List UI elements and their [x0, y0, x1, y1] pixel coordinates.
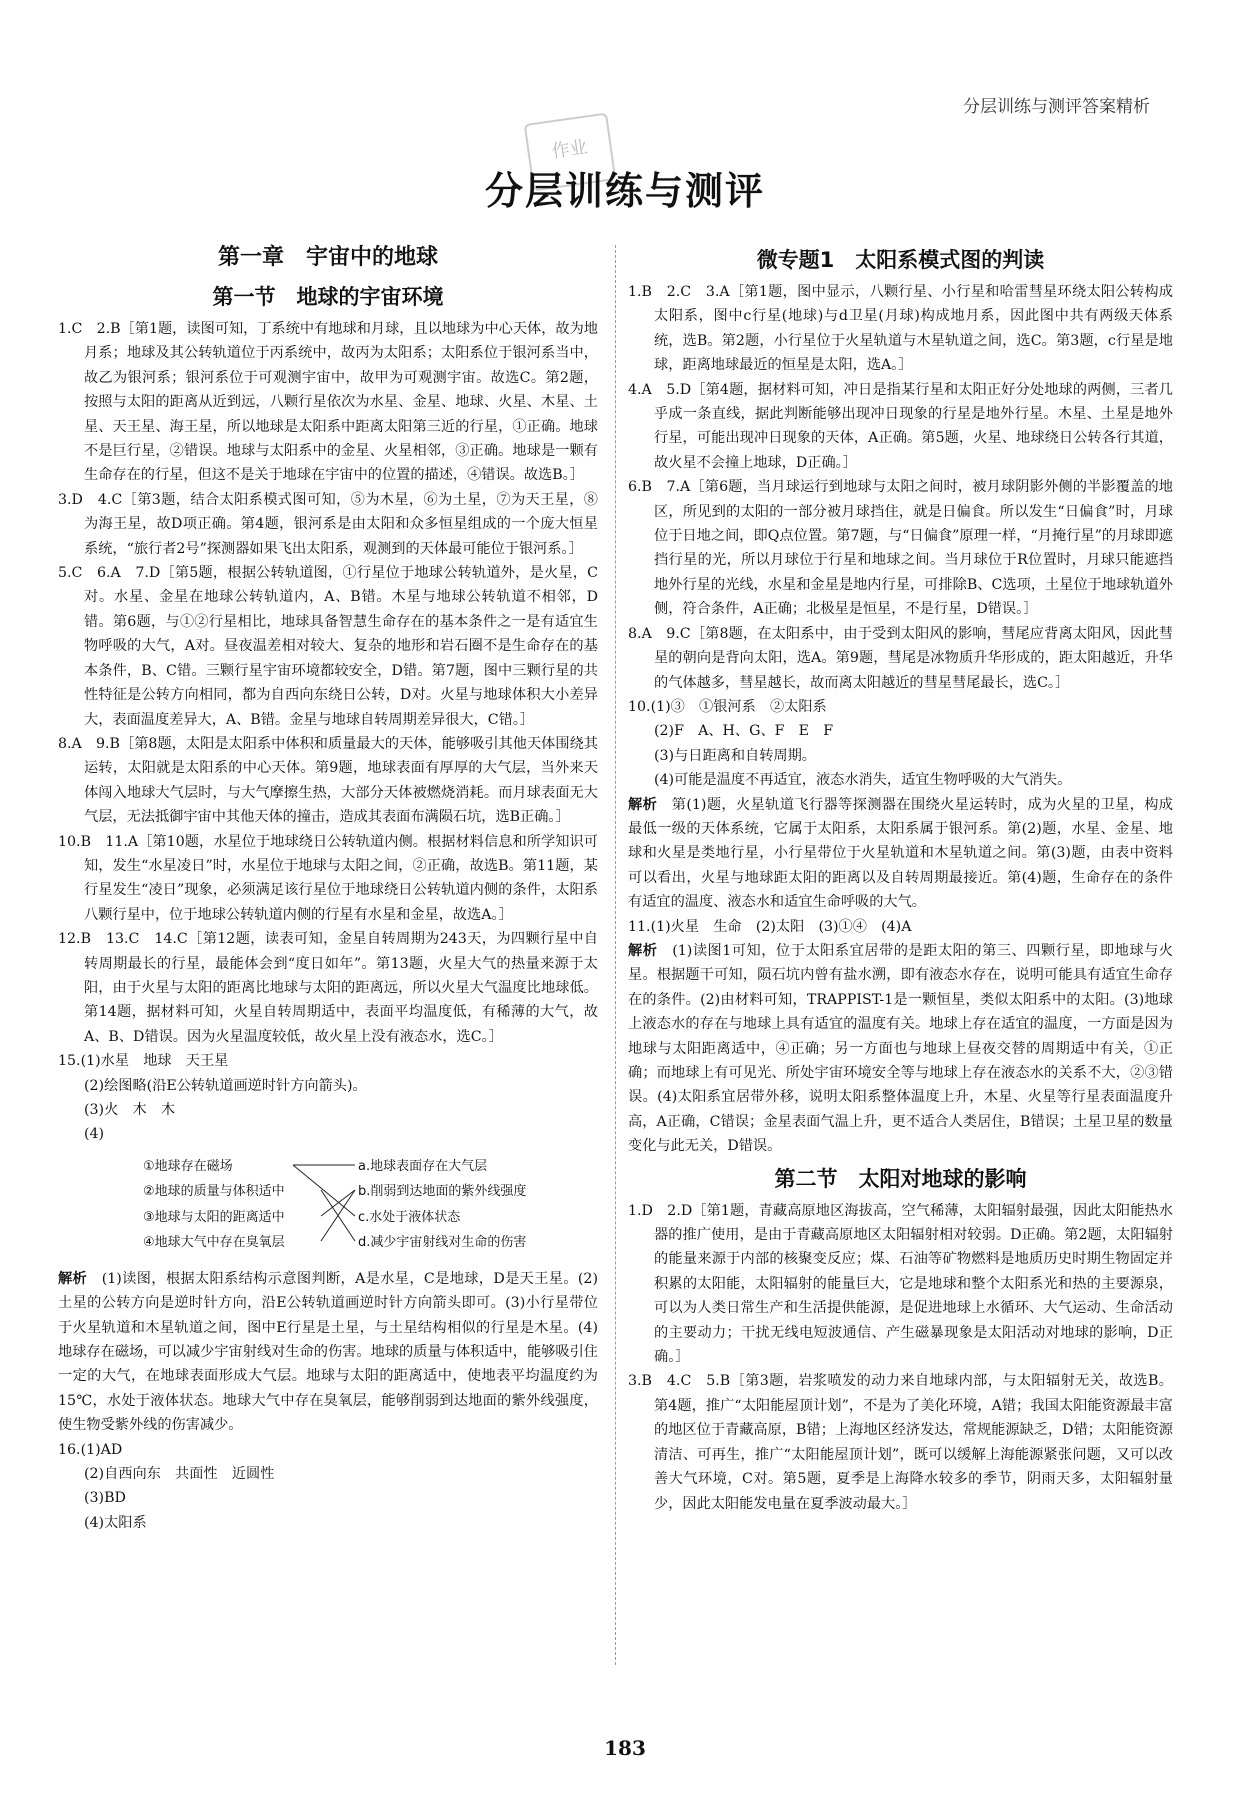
answer-block: 8.A 9.B［第8题，太阳是太阳系中体积和质量最大的天体，能够吸引其他天体围绕其运转，太阳就是太阳系的中心天体。第9题，地球表面有厚厚的大气层，当外来天体闯入地球大气层时，与大气摩擦生热，大部分天体被燃烧消耗。而月球表面无大气层，无法抵御宇宙中其他天体的撞击，造成其表面布满陨石坑，选B正确。］: [58, 735, 598, 826]
diagram-left-item: ④地球大气中存在臭氧层: [143, 1234, 285, 1250]
matching-diagram: [143, 1153, 563, 1261]
answer-line: 10.(1)③ ①银河系 ②太阳系: [628, 698, 827, 715]
answer-line: (2)自西向东 共面性 近圆性: [84, 1466, 275, 1483]
answer-block: 1.B 2.C 3.A［第1题，图中显示，八颗行星、小行星和哈雷彗星环绕太阳公转构成太阳系，图中c行星(地球)与d卫星(月球)构成地月系，因此图中共有两级天体系统，选B。第2题，小行星位于火星轨道与木星轨道之间，选C。第3题，c行星是地球，距离地球最近的恒星是太阳，选A。］: [628, 284, 1173, 374]
section-heading: 微专题1 太阳系模式图的判读: [756, 248, 1045, 272]
diagram-right-item: d.减少宇宙射线对生命的伤害: [358, 1234, 527, 1250]
answer-block: 6.B 7.A［第6题，当月球运行到地球与太阳之间时，被月球阴影外侧的半影覆盖的地区，所见到的太阳的一部分被月球挡住，就是日偏食。所以发生“日偏食”时，月球位于日地之间，即Q点位置。第7题，与“日偏食”原理一样，“月掩行星”的月球即遮挡行星的光，所以月球位于行星和地球之间。当月球位于R位置时，月球只能遮挡地外行星的光线，水星和金星是地内行星，可排除B、C选项，土星位于地球轨道外侧，符合条件，A正确；北极星是恒星，不是行星，D错误。］: [628, 479, 1173, 618]
answer-line: 16.(1)AD: [58, 1441, 123, 1458]
analysis-text: 第(1)题，火星轨道飞行器等探测器在围绕火星运转时，成为火星的卫星，构成最低一级的天体系统，它属于太阳系，太阳系属于银河系。第(2)题，水星、金星、地球和火星是类地行星，小行星带位于火星轨道和木星轨道之间。第(3)题，由表中资料可以看出，火星与地球距太阳的距离以及自转周期最接近。第(4)题，生命存在的条件有适宜的温度、液态水和适宜生命呼吸的大气。: [628, 796, 1173, 911]
answer-block: 12.B 13.C 14.C［第12题，读表可知，金星自转周期为243天，为四颗行星中自转周期最长的行星，最能体会到“度日如年”。第13题，火星大气的热量来源于太阳，由于火星与太阳的距离比地球与太阳的距离远，所以火星大气温度比地球低。第14题，据材料可知，火星自转周期适中，表面平均温度低，有稀薄的大气，故A、B、D错误。因为火星温度较低，故火星上没有液态水，选C。］: [58, 931, 598, 1045]
answer-line: (2)绘图略(沿E公转轨道画逆时针方向箭头)。: [84, 1077, 367, 1094]
section-heading: 第一节 地球的宇宙环境: [212, 285, 444, 309]
column-divider: [615, 245, 616, 1665]
diagram-left-item: ③地球与太阳的距离适中: [143, 1209, 285, 1225]
answer-block: 10.B 11.A［第10题，水星位于地球绕日公转轨道内侧。根据材料信息和所学知识可知，发生“水星凌日”时，水星位于地球与太阳之间，②正确，故选B。第11题，某行星发生“凌日”现象，必须满足该行星位于地球绕日公转轨道内侧的条件，太阳系八颗行星中，位于地球公转轨道内侧的行星有水星和金星，故选A。］: [58, 833, 598, 923]
diagram-right-item: b.削弱到达地面的紫外线强度: [358, 1183, 527, 1199]
answer-line: (2)F A、H、G、F E F: [654, 723, 834, 740]
answer-line: (4)太阳系: [84, 1514, 147, 1531]
answer-block: 1.C 2.B［第1题，读图可知，丁系统中有地球和月球，且以地球为中心天体，故为地月系；地球及其公转轨道位于丙系统中，故丙为太阳系；太阳系位于银河系当中，故乙为银河系；银河系位于可观测宇宙中，故甲为可观测宇宙。故选C。第2题，按照与太阳的距离从近到远，八颗行星依次为水星、金星、地球、火星、木星、土星、天王星、海王星，所以地球是太阳系中距离太阳第三近的行星，①正确。地球不是巨行星，②错误。地球与太阳系中的金星、火星相邻，③正确。地球是一颗有生命存在的行星，但这不是关于地球在宇宙中的位置的描述，④错误。故选B。］: [58, 321, 598, 484]
analysis-text: (1)读图，根据太阳系结构示意图判断，A是水星，C是地球，D是天王星。(2)土星的公转方向是逆时针方向，沿E公转轨道画逆时针方向箭头即可。(3)小行星带位于火星轨道和木星轨道之间，图中E行星是土星，与土星结构相似的行星是木星。(4)地球存在磁场，可以减少宇宙射线对生命的伤害。地球的质量与体积适中，能够吸引住一定的大气，在地球表面形成大气层。地球与太阳的距离适中，使地表平均温度约为15℃，水处于液体状态。地球大气中存在臭氧层，能够削弱到达地面的紫外线强度，使生物受紫外线的伤害减少。: [58, 1270, 598, 1434]
analysis-label: 解析: [58, 1270, 88, 1287]
answer-block: 4.A 5.D［第4题，据材料可知，冲日是指某行星和太阳正好分处地球的两侧，三者几乎成一条直线，据此判断能够出现冲日现象的行星是地外行星。木星、土星是地外行星，可能出现冲日现象的天体，A正确。第5题，火星、地球绕日公转各行其道，故火星不会撞上地球，D正确。］: [628, 381, 1173, 471]
right-column: [628, 240, 1173, 1516]
diagram-right-item: a.地球表面存在大气层: [358, 1158, 488, 1174]
diagram-right-item: c.水处于液体状态: [358, 1209, 461, 1225]
answer-block: 3.B 4.C 5.B［第3题，岩浆喷发的动力来自地球内部，与太阳辐射无关，故选B。第4题，推广“太阳能屋顶计划”，不是为了美化环境，A错；我国太阳能资源最丰富的地区位于青藏高原，B错；上海地区经济发达，常规能源缺乏，D错；太阳能资源清洁、可再生，推广“太阳能屋顶计划”，既可以缓解上海能源紧张问题，又可以改善大气环境，C对。第5题，夏季是上海降水较多的季节，阴雨天多，太阳辐射量少，因此太阳能发电量在夏季波动最大。］: [628, 1373, 1173, 1512]
section-heading: 第二节 太阳对地球的影响: [774, 1166, 1027, 1191]
chapter-heading: 第一章 宇宙中的地球: [217, 245, 438, 270]
analysis-text: (1)读图1可知，位于太阳系宜居带的是距太阳的第三、四颗行星，即地球与火星。根据题干可知，陨石坑内曾有盐水溯，即有液态水存在，说明可能具有适宜生命存在的条件。(2)由材料可知，TRAPPIST-1是一颗恒星，类似太阳系中的太阳。(3)地球上液态水的存在与地球上具有适宜的温度有关。地球上存在适宜的温度，一方面是因为地球与太阳距离适中，④正确；另一方面也与地球上昼夜交替的周期适中有关，①正确；而地球上有可见光、所处宇宙环境安全等与地球上存在液态水的关系不大，②③错误。(4)太阳系宜居带外移，说明太阳系整体温度上升，木星、火星等行星表面温度升高，A正确，C错误；金星表面气温上升，更不适合人类居住，B错误；土星卫星的数量变化与此无关，D错误。: [628, 942, 1173, 1155]
answer-line: 15.(1)水星 地球 天王星: [58, 1053, 229, 1070]
answer-line: (4): [84, 1126, 105, 1143]
answer-line: (4)可能是温度不再适宜，液态水消失，适宜生物呼吸的大气消失。: [654, 772, 1072, 789]
answer-block: 8.A 9.C［第8题，在太阳系中，由于受到太阳风的影响，彗尾应背离太阳风，因此彗星的朝向是背向太阳，选A。第9题，彗尾是冰物质升华形成的，距太阳越近，升华的气体越多，彗星越长，故而离太阳越近的彗星彗尾最长，选C。］: [628, 625, 1173, 691]
answer-line: (3)BD: [84, 1490, 126, 1507]
answer-block: 5.C 6.A 7.D［第5题，根据公转轨道图，①行星位于地球公转轨道外，是火星，C对。水星、金星在地球公转轨道内，A、B错。木星与地球公转轨道不相邻，D错。第6题，与①②行星相比，地球具备智慧生命存在的基本条件之一是有适宜生物呼吸的大气，A对。昼夜温差相对较大、复杂的地形和岩石圈不是生命存在的基本条件，B、C错。三颗行星宇宙环境都较安全，D错。第7题，图中三颗行星的共性特征是公转方向相同，都为自西向东绕日公转，D对。火星与地球体积大小差异大，表面温度差异大，A、B错。金星与地球自转周期差异很大，C错。］: [58, 565, 598, 728]
running-header: 分层训练与测评答案精析: [963, 97, 1150, 117]
analysis-block: [628, 793, 1173, 915]
left-column: [58, 240, 598, 1535]
page-number: 183: [604, 1736, 646, 1760]
diagram-left-item: ①地球存在磁场: [143, 1158, 233, 1174]
answer-block: 1.D 2.D［第1题，青藏高原地区海拔高，空气稀薄，太阳辐射最强，因此太阳能热水器的推广使用，是由于青藏高原地区太阳辐射相对较弱。D正确。第2题，太阳辐射的能量来源于内部的核聚变反应；煤、石油等矿物燃料是地质历史时期生物固定并积累的太阳能，太阳辐射的能量巨大，它是地球和整个太阳系光和热的主要源泉，可以为人类日常生产和生活提供能源，是促进地球上水循环、大气运动、生命活动的主要动力；干扰无线电短波通信、产生磁暴现象是太阳活动对地球的影响，D正确。］: [628, 1202, 1173, 1366]
analysis-label: 解析: [628, 796, 658, 813]
answer-line: (3)与日距离和自转周期。: [654, 747, 816, 764]
answer-line: (3)火 木 木: [84, 1102, 176, 1118]
page-title: 分层训练与测评: [484, 169, 765, 213]
answer-line: 11.(1)火星 生命 (2)太阳 (3)①④ (4)A: [628, 918, 912, 935]
analysis-block: [628, 939, 1173, 1159]
homework-stamp: 作业: [524, 112, 617, 191]
answer-block: 3.D 4.C［第3题，结合太阳系模式图可知，⑤为木星，⑥为土星，⑦为天王星，⑧为海王星，故D项正确。第4题，银河系是由太阳和众多恒星组成的一个庞大恒星系统，“旅行者2号”探测器如果飞出太阳系，观测到的天体最可能位于银河系。］: [58, 491, 598, 557]
analysis-block: [58, 1267, 598, 1438]
analysis-label: 解析: [628, 942, 658, 959]
diagram-left-item: ②地球的质量与体积适中: [143, 1183, 285, 1199]
